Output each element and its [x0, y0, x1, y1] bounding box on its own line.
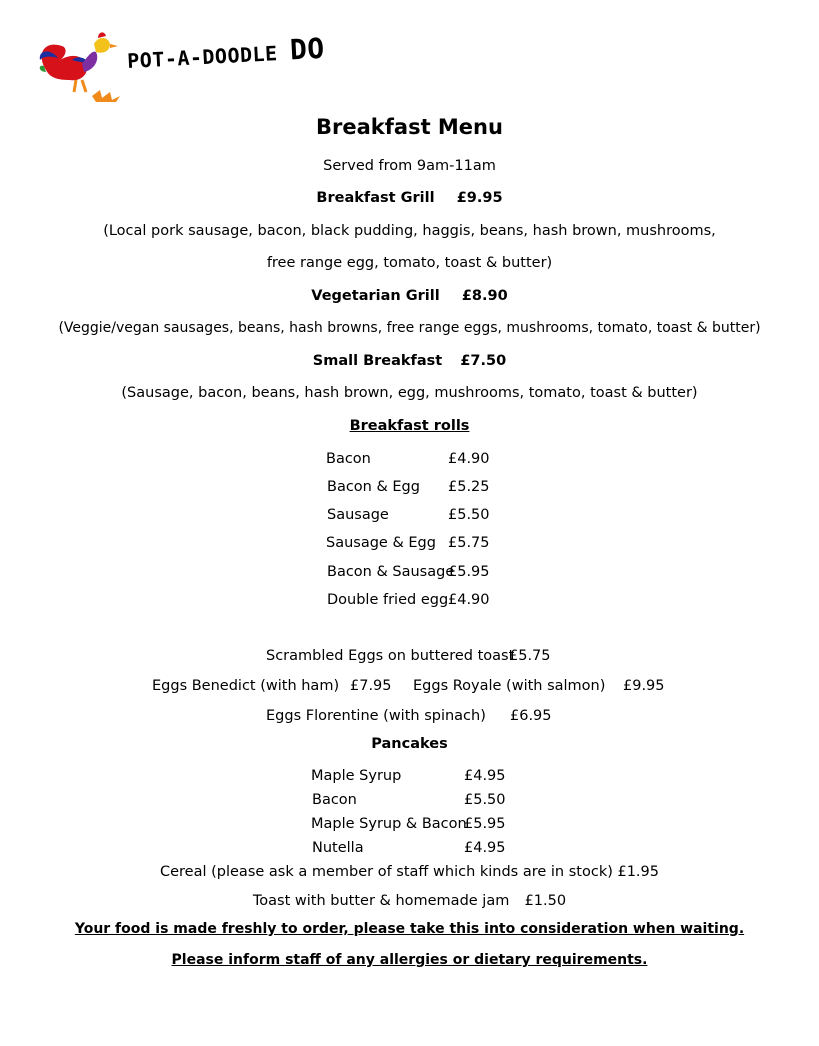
breakfast-grill-desc-2: free range egg, tomato, toast & butter) — [266, 255, 553, 271]
list-item: Bacon & Egg — [327, 479, 420, 495]
list-item-price: £4.90 — [448, 451, 490, 467]
list-item-price: £4.95 — [464, 840, 506, 856]
list-item-price: £5.95 — [448, 564, 490, 580]
breakfast-grill-price: £9.95 — [456, 190, 503, 206]
list-item: Maple Syrup & Bacon — [311, 816, 467, 832]
small-breakfast-name: Small Breakfast — [312, 353, 443, 369]
eggs-benedict-name: Eggs Benedict (with ham) — [152, 678, 340, 694]
eggs-royale-price: £9.95 — [623, 678, 665, 694]
pancakes-heading: Pancakes — [371, 736, 448, 752]
toast-name: Toast with butter & homemade jam — [252, 893, 510, 909]
brand-suffix: DO — [289, 31, 326, 67]
small-breakfast-price: £7.50 — [460, 353, 507, 369]
eggs-florentine-name: Eggs Florentine (with spinach) — [266, 708, 486, 724]
list-item: Sausage & Egg — [326, 535, 436, 551]
breakfast-grill-desc-1: (Local pork sausage, bacon, black pudding, haggis, beans, hash brown, mushrooms, — [103, 223, 716, 239]
scrambled-eggs-price: £5.75 — [509, 648, 551, 664]
brand-name: POT-A-DOODLE — [126, 41, 279, 74]
list-item-price: £4.90 — [448, 592, 490, 608]
list-item-price: £5.25 — [448, 479, 490, 495]
eggs-benedict-price: £7.95 — [350, 678, 392, 694]
eggs-royale-name: Eggs Royale (with salmon) — [413, 678, 606, 694]
small-breakfast-desc: (Sausage, bacon, beans, hash brown, egg, mushrooms, tomato, toast & butter) — [121, 385, 698, 401]
breakfast-grill-name: Breakfast Grill — [316, 190, 435, 206]
eggs-florentine-price: £6.95 — [510, 708, 552, 724]
rooster-icon — [36, 30, 128, 102]
brand-wordmark — [126, 32, 325, 75]
vegetarian-grill-name: Vegetarian Grill — [311, 288, 440, 304]
fresh-food-notice: Your food is made freshly to order, please take this into consideration when waiting. — [74, 921, 745, 937]
toast-line — [0, 893, 819, 909]
list-item: Sausage — [327, 507, 389, 523]
logo — [36, 30, 346, 102]
list-item: Bacon & Sausage — [327, 564, 455, 580]
list-item: Double fried egg — [327, 592, 449, 608]
rolls-heading: Breakfast rolls — [349, 418, 470, 434]
list-item: Bacon — [326, 451, 371, 467]
vegetarian-grill-price: £8.90 — [461, 288, 508, 304]
list-item-price: £5.75 — [448, 535, 490, 551]
list-item: Maple Syrup — [311, 768, 402, 784]
allergy-notice: Please inform staff of any allergies or dietary requirements. — [171, 952, 648, 968]
scrambled-eggs-name: Scrambled Eggs on buttered toast — [266, 648, 515, 664]
toast-price: £1.50 — [524, 893, 567, 909]
list-item-price: £4.95 — [464, 768, 506, 784]
vegetarian-grill-heading — [0, 288, 819, 304]
list-item: Bacon — [312, 792, 357, 808]
list-item-price: £5.95 — [464, 816, 506, 832]
small-breakfast-heading — [0, 353, 819, 369]
served-hours: Served from 9am-11am — [323, 158, 496, 174]
cereal-line: Cereal (please ask a member of staff which kinds are in stock) £1.95 — [159, 864, 659, 880]
list-item: Nutella — [312, 840, 364, 856]
vegetarian-grill-desc: (Veggie/vegan sausages, beans, hash browns, free range eggs, mushrooms, tomato, toast & butter) — [58, 320, 761, 336]
breakfast-grill-heading — [0, 190, 819, 206]
list-item-price: £5.50 — [448, 507, 490, 523]
list-item-price: £5.50 — [464, 792, 506, 808]
page-title: Breakfast Menu — [316, 115, 503, 139]
